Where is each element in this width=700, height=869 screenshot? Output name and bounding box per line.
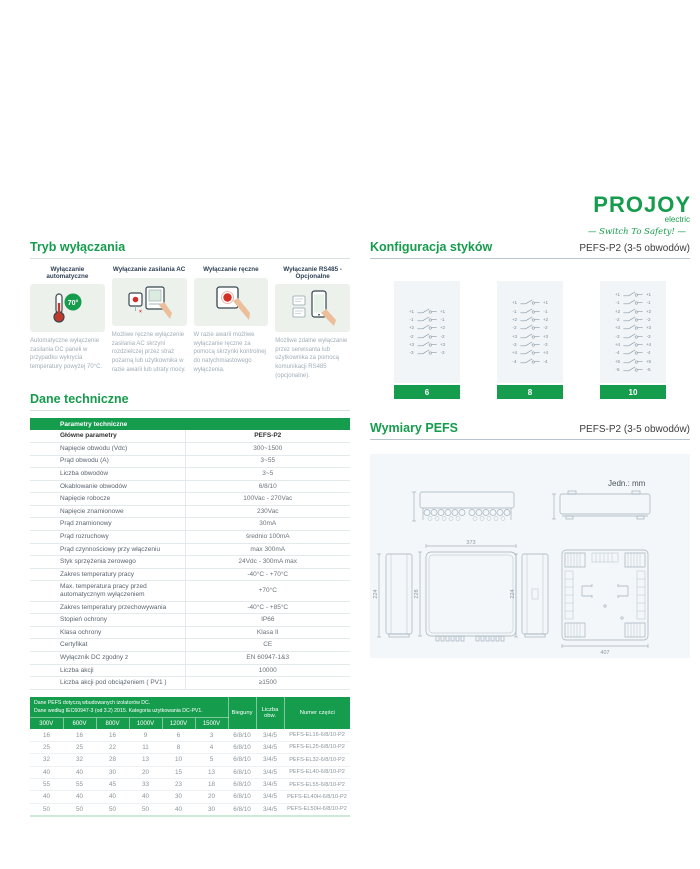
- tech-table-row: [30, 518, 350, 531]
- ratings-row: [30, 729, 350, 741]
- switch-symbol-icon: [417, 316, 437, 323]
- switch-symbol-icon: [520, 341, 540, 348]
- contact-row: [614, 340, 653, 348]
- contact-row: [614, 357, 653, 365]
- rating-value: 3/4/5: [256, 778, 284, 790]
- section-title-wymiary: Wymiary PEFS: [370, 421, 459, 435]
- contact-row: [511, 315, 550, 323]
- section-title-dane: Dane techniczne: [30, 392, 350, 411]
- ratings-row: [30, 766, 350, 778]
- mode-caption: Automatyczne wyłączenie zasilania DC paneli w przypadku wykrycia temperatury powyżej 70°C.: [30, 338, 103, 371]
- contact-label: +1: [511, 300, 518, 306]
- contact-label: +3: [511, 333, 518, 339]
- param-label: Zakres temperatury pracy: [30, 568, 185, 581]
- switch-symbol-icon: [417, 341, 437, 348]
- logo-name: PROJOY: [593, 192, 691, 217]
- switch-symbol-icon: [417, 308, 437, 315]
- contact-label: -4: [512, 358, 517, 364]
- contact-label: +2: [614, 308, 621, 314]
- tech-table-row: [30, 677, 350, 690]
- switch-symbol-icon: [417, 324, 437, 331]
- part-number: PEFS-EL40-6/8/10-P2: [284, 766, 350, 778]
- tech-table-band: Parametry techniczne: [30, 418, 350, 430]
- switch-symbol-icon: [623, 316, 643, 323]
- contact-label: -5: [646, 366, 651, 372]
- param-value: 10000: [185, 664, 350, 677]
- param-label: Zakres temperatury przechowywania: [30, 601, 185, 614]
- part-number: PEFS-EL32-6/8/10-P2: [284, 754, 350, 766]
- param-label: Prąd rozruchowy: [30, 531, 185, 544]
- section-title-tryb: Tryb wyłączania: [30, 240, 350, 259]
- rating-value: 20: [129, 766, 162, 778]
- param-label: Max. temperatura pracy przed automatycznym wyłączeniem: [30, 581, 185, 601]
- param-value: 24Vdc - 300mA max: [185, 556, 350, 569]
- ratings-note-line1: Dane PEFS dotyczą wbudowanych izolatorów DC.: [34, 699, 151, 706]
- rating-value: 13: [195, 766, 228, 778]
- rating-value: 25: [30, 741, 63, 753]
- temp-badge: 70°: [68, 299, 79, 307]
- contact-label: -3: [615, 333, 620, 339]
- mode-manual: [194, 266, 269, 380]
- ratings-row: [30, 803, 350, 816]
- contact-row: [511, 324, 550, 332]
- contact-label: -5: [615, 366, 620, 372]
- part-number: PEFS-EL25-6/8/10-P2: [284, 741, 350, 753]
- mode-caption: Możliwe ręczne wyłączenie zasilania AC skrzyni rozdzielczej przez straż pożarną lub użytkownika w razie awarii lub utraty mocy.: [111, 332, 186, 373]
- switch-symbol-icon: [417, 349, 437, 356]
- contact-row: [511, 332, 550, 340]
- rating-value: 33: [129, 778, 162, 790]
- contact-label: -2: [440, 333, 445, 339]
- rating-value: 8: [162, 741, 195, 753]
- tech-table-row: [30, 493, 350, 506]
- voltage-header: 600V: [63, 718, 96, 730]
- tech-table-row: [30, 480, 350, 493]
- contact-diagram-10: [600, 281, 666, 399]
- contact-label: -1: [646, 300, 651, 306]
- param-label: Wyłącznik DC zgodny z: [30, 652, 185, 665]
- param-value: 3~55: [185, 455, 350, 468]
- tech-table-row: [30, 568, 350, 581]
- voltage-header: 800V: [96, 718, 129, 730]
- logo-subtitle: electric: [664, 215, 690, 224]
- pole-count-bar: 8: [497, 385, 563, 399]
- contact-row: [511, 357, 550, 365]
- logo-tagline: — Switch To Safety! —: [587, 227, 687, 237]
- param-value: IP66: [185, 614, 350, 627]
- contact-row: [408, 324, 447, 332]
- rating-value: 40: [162, 803, 195, 816]
- rating-value: 6/8/10: [228, 766, 256, 778]
- contact-label: +2: [408, 325, 415, 331]
- contact-box: [394, 281, 460, 383]
- rating-value: 6/8/10: [228, 741, 256, 753]
- contact-label: +5: [614, 358, 621, 364]
- switch-symbol-icon: [520, 308, 540, 315]
- tech-table-row: [30, 614, 350, 627]
- contact-row: [614, 307, 653, 315]
- rating-value: 32: [63, 754, 96, 766]
- tech-table-row: [30, 652, 350, 665]
- param-value: średnio 100mA: [185, 531, 350, 544]
- param-value: 6/8/10: [185, 480, 350, 493]
- model-label: PEFS-P2 (3-5 obwodów): [579, 243, 690, 254]
- param-label: Okablowanie obwodów: [30, 480, 185, 493]
- part-number: PEFS-EL55-6/8/10-P2: [284, 778, 350, 790]
- switch-symbol-icon: [623, 341, 643, 348]
- svg-text:228: 228: [414, 589, 420, 599]
- contact-row: [408, 349, 447, 357]
- dimension-drawings: [370, 454, 690, 658]
- ratings-row: [30, 754, 350, 766]
- contact-label: -3: [409, 350, 414, 356]
- rating-value: 10: [162, 754, 195, 766]
- tech-table-row: [30, 531, 350, 544]
- projoy-logo: [583, 194, 691, 237]
- rating-value: 40: [96, 791, 129, 803]
- rating-value: 30: [96, 766, 129, 778]
- rating-value: 13: [129, 754, 162, 766]
- voltage-header: 1200V: [162, 718, 195, 730]
- rating-value: 28: [96, 754, 129, 766]
- contact-label: -3: [440, 350, 445, 356]
- contact-box: [497, 281, 563, 383]
- mode-rs485: [275, 266, 350, 380]
- thermometer-icon: [45, 289, 89, 327]
- rating-value: 32: [30, 754, 63, 766]
- tech-table-row: [30, 664, 350, 677]
- tech-table-row: [30, 601, 350, 614]
- rating-value: 4: [195, 741, 228, 753]
- tech-table-row: [30, 505, 350, 518]
- base-view: [562, 550, 648, 656]
- param-value: CE: [185, 639, 350, 652]
- mode-caption: W razie awarii możliwe wyłączanie ręczne za pomocą skrzynki kontrolnej do natychmiastowego wyłączenia.: [193, 332, 266, 373]
- param-label: Liczba akcji: [30, 664, 185, 677]
- ratings-row: [30, 791, 350, 803]
- rating-value: 55: [63, 778, 96, 790]
- rating-value: 3/4/5: [256, 741, 284, 753]
- tech-table-row: [30, 455, 350, 468]
- col-header-part: Numer części: [284, 697, 350, 730]
- contact-row: [614, 324, 653, 332]
- svg-text:407: 407: [600, 650, 610, 656]
- contact-label: -3: [646, 333, 651, 339]
- rating-value: 3/4/5: [256, 791, 284, 803]
- param-value: max 300mA: [185, 543, 350, 556]
- side-view-left: [373, 554, 412, 637]
- rating-value: 55: [30, 778, 63, 790]
- mode-ac-shutdown: [112, 266, 187, 380]
- contact-label: +3: [439, 341, 446, 347]
- contact-row: [408, 315, 447, 323]
- contact-label: +1: [439, 308, 446, 314]
- contact-row: [511, 307, 550, 315]
- model-label: PEFS-P2 (3-5 obwodów): [579, 424, 690, 435]
- ratings-table: [30, 697, 350, 817]
- tech-table-row: [30, 468, 350, 481]
- side-view-right: [510, 554, 548, 637]
- switch-symbol-icon: [623, 299, 643, 306]
- param-value: EN 60947-1&3: [185, 652, 350, 665]
- rating-value: 11: [129, 741, 162, 753]
- contact-label: -1: [615, 300, 620, 306]
- left-column: [30, 240, 350, 817]
- rating-value: 3/4/5: [256, 766, 284, 778]
- tech-table-row: [30, 556, 350, 569]
- svg-text:224: 224: [373, 589, 379, 599]
- param-value: Klasa II: [185, 626, 350, 639]
- param-label: Główne parametry: [30, 430, 185, 442]
- ratings-note: [30, 697, 228, 718]
- param-value: -40°C - +85°C: [185, 601, 350, 614]
- shutdown-modes: [30, 266, 350, 380]
- tech-table-row: [30, 443, 350, 456]
- switch-symbol-icon: [623, 291, 643, 298]
- rating-value: 50: [129, 803, 162, 816]
- rating-value: 9: [129, 729, 162, 741]
- contact-label: -3: [543, 341, 548, 347]
- param-label: Styk sprzężenia zerowego: [30, 556, 185, 569]
- rating-value: 16: [63, 729, 96, 741]
- rating-value: 22: [96, 741, 129, 753]
- contact-label: -1: [440, 317, 445, 323]
- section-title-konfiguracja: Konfiguracja styków: [370, 240, 493, 254]
- contact-label: -1: [512, 308, 517, 314]
- rating-value: 25: [63, 741, 96, 753]
- contact-box: [600, 281, 666, 383]
- contact-label: +1: [645, 292, 652, 298]
- switch-symbol-icon: [623, 366, 643, 373]
- contact-label: +1: [614, 292, 621, 298]
- param-label: Napięcie robocze: [30, 493, 185, 506]
- contact-diagram-6: [394, 281, 460, 399]
- ac-shutdown-icon: [126, 283, 172, 321]
- param-value: -40°C - +70°C: [185, 568, 350, 581]
- contact-row: [408, 340, 447, 348]
- param-value: 3~5: [185, 468, 350, 481]
- switch-symbol-icon: [520, 299, 540, 306]
- contact-label: +2: [645, 308, 652, 314]
- mode-title: Wyłączanie zasilania AC: [112, 266, 186, 273]
- contact-label: +3: [614, 325, 621, 331]
- contact-label: -2: [543, 325, 548, 331]
- param-value: +70°C: [185, 581, 350, 601]
- param-value: 230Vac: [185, 505, 350, 518]
- mode-title: Wyłączanie ręczne: [203, 266, 259, 273]
- svg-text:×: ×: [139, 309, 143, 315]
- manual-shutdown-icon: [209, 283, 253, 321]
- contact-row: [614, 315, 653, 323]
- param-label: Prąd znamionowy: [30, 518, 185, 531]
- side-profile-view: [552, 491, 650, 519]
- rating-value: 50: [96, 803, 129, 816]
- switch-symbol-icon: [520, 324, 540, 331]
- rating-value: 30: [195, 803, 228, 816]
- unit-label: Jedn.: mm: [608, 479, 646, 488]
- ratings-row: [30, 778, 350, 790]
- svg-text:224: 224: [510, 589, 516, 599]
- right-column: [370, 240, 690, 658]
- tech-table-row: [30, 430, 350, 442]
- contact-row: [511, 340, 550, 348]
- contact-label: -2: [512, 325, 517, 331]
- switch-symbol-icon: [623, 308, 643, 315]
- param-label: Prąd czynnościowy przy włączeniu: [30, 543, 185, 556]
- rs485-remote-icon: [290, 289, 336, 327]
- param-label: Liczba obwodów: [30, 468, 185, 481]
- param-value: ≥1500: [185, 677, 350, 690]
- contact-row: [614, 349, 653, 357]
- rating-value: 23: [162, 778, 195, 790]
- rating-value: 3/4/5: [256, 803, 284, 816]
- contact-row: [408, 307, 447, 315]
- wymiary-header: [370, 421, 690, 440]
- rating-value: 3: [195, 729, 228, 741]
- rating-value: 6: [162, 729, 195, 741]
- switch-symbol-icon: [623, 324, 643, 331]
- contact-diagrams: [370, 281, 690, 399]
- rating-value: 40: [30, 791, 63, 803]
- switch-symbol-icon: [520, 333, 540, 340]
- ratings-note-line2: Dane według IEC60947-3 (od 3.2) 2015. Kategoria użytkowania DC-PV1.: [34, 708, 203, 715]
- contact-label: +4: [542, 350, 549, 356]
- contact-label: -3: [512, 341, 517, 347]
- voltage-header: 300V: [30, 718, 63, 730]
- contact-diagram-8: [497, 281, 563, 399]
- rating-value: 50: [30, 803, 63, 816]
- param-value: 100Vac - 270Vac: [185, 493, 350, 506]
- dimensions-panel: [370, 454, 690, 658]
- rating-value: 15: [162, 766, 195, 778]
- contact-row: [511, 349, 550, 357]
- contact-row: [614, 299, 653, 307]
- tech-table-row: [30, 581, 350, 601]
- part-number: PEFS-EL16-6/8/10-P2: [284, 729, 350, 741]
- rating-value: 16: [96, 729, 129, 741]
- rating-value: 3/4/5: [256, 729, 284, 741]
- rating-value: 30: [162, 791, 195, 803]
- rating-value: 6/8/10: [228, 729, 256, 741]
- part-number: PEFS-EL50H-6/8/10-P2: [284, 803, 350, 816]
- contact-label: -2: [646, 317, 651, 323]
- contact-label: +2: [511, 317, 518, 323]
- contact-label: -1: [409, 317, 414, 323]
- rating-value: 45: [96, 778, 129, 790]
- rating-value: 3/4/5: [256, 754, 284, 766]
- rating-value: 40: [63, 766, 96, 778]
- param-label: Certyfikat: [30, 639, 185, 652]
- rating-value: 5: [195, 754, 228, 766]
- rating-value: 20: [195, 791, 228, 803]
- switch-symbol-icon: [520, 316, 540, 323]
- param-value: PEFS-P2: [185, 430, 350, 442]
- param-label: Klasa ochrony: [30, 626, 185, 639]
- mode-title: Wyłączanie RS485 - Opcjonalne: [283, 266, 342, 280]
- contact-row: [614, 365, 653, 373]
- rating-value: 16: [30, 729, 63, 741]
- voltage-header: 1500V: [195, 718, 228, 730]
- mode-caption: Możliwe zdalne wyłączanie przez serwisanta lub użytkownika za pomocą komunikacji RS485 (opcjonalne).: [275, 338, 348, 379]
- col-header-poles: Bieguny: [228, 697, 256, 730]
- switch-symbol-icon: [623, 349, 643, 356]
- tech-table-row: [30, 626, 350, 639]
- param-value: 30mA: [185, 518, 350, 531]
- rating-value: 6/8/10: [228, 803, 256, 816]
- svg-text:373: 373: [466, 540, 476, 546]
- kontakt-config-header: [370, 240, 690, 259]
- contact-label: +1: [408, 308, 415, 314]
- contact-row: [614, 332, 653, 340]
- tech-parameters-table: [30, 430, 350, 689]
- param-label: Napięcie znamionowe: [30, 505, 185, 518]
- switch-symbol-icon: [520, 349, 540, 356]
- front-view: [412, 492, 514, 521]
- contact-label: +3: [542, 333, 549, 339]
- contact-label: +2: [542, 317, 549, 323]
- param-label: Liczba akcji pod obciążeniem ( PV1 ): [30, 677, 185, 690]
- rating-value: 40: [63, 791, 96, 803]
- rating-value: 6/8/10: [228, 791, 256, 803]
- contact-label: -1: [543, 308, 548, 314]
- col-header-circuits: Liczba obw.: [256, 697, 284, 730]
- switch-symbol-icon: [623, 358, 643, 365]
- part-number: PEFS-EL40H-6/8/10-P2: [284, 791, 350, 803]
- rating-value: 40: [129, 791, 162, 803]
- param-value: 300~1500: [185, 443, 350, 456]
- rating-value: 40: [30, 766, 63, 778]
- contact-row: [511, 299, 550, 307]
- ratings-row: [30, 741, 350, 753]
- switch-symbol-icon: [623, 333, 643, 340]
- contact-label: -4: [543, 358, 548, 364]
- switch-symbol-icon: [417, 333, 437, 340]
- rating-value: 18: [195, 778, 228, 790]
- rating-value: 6/8/10: [228, 778, 256, 790]
- param-label: Prąd obwodu (A): [30, 455, 185, 468]
- contact-label: -2: [615, 317, 620, 323]
- contact-label: +4: [511, 350, 518, 356]
- contact-row: [614, 291, 653, 299]
- contact-label: +5: [645, 358, 652, 364]
- contact-label: +4: [614, 341, 621, 347]
- contact-label: -4: [615, 350, 620, 356]
- main-view: [414, 540, 516, 641]
- contact-row: [408, 332, 447, 340]
- tech-table-row: [30, 639, 350, 652]
- contact-label: +2: [439, 325, 446, 331]
- rating-value: 50: [63, 803, 96, 816]
- switch-symbol-icon: [520, 358, 540, 365]
- contact-label: +1: [542, 300, 549, 306]
- contact-label: -2: [409, 333, 414, 339]
- contact-label: -4: [646, 350, 651, 356]
- mode-title: Wyłączanie automatyczne: [46, 266, 89, 280]
- contact-label: +4: [645, 341, 652, 347]
- rating-value: 6/8/10: [228, 754, 256, 766]
- param-label: Napięcie obwodu (Vdc): [30, 443, 185, 456]
- tech-table-row: [30, 543, 350, 556]
- pole-count-bar: 6: [394, 385, 460, 399]
- voltage-header: 1000V: [129, 718, 162, 730]
- param-label: Stopień ochrony: [30, 614, 185, 627]
- contact-label: +3: [645, 325, 652, 331]
- contact-label: +3: [408, 341, 415, 347]
- mode-automatic: [30, 266, 105, 380]
- pole-count-bar: 10: [600, 385, 666, 399]
